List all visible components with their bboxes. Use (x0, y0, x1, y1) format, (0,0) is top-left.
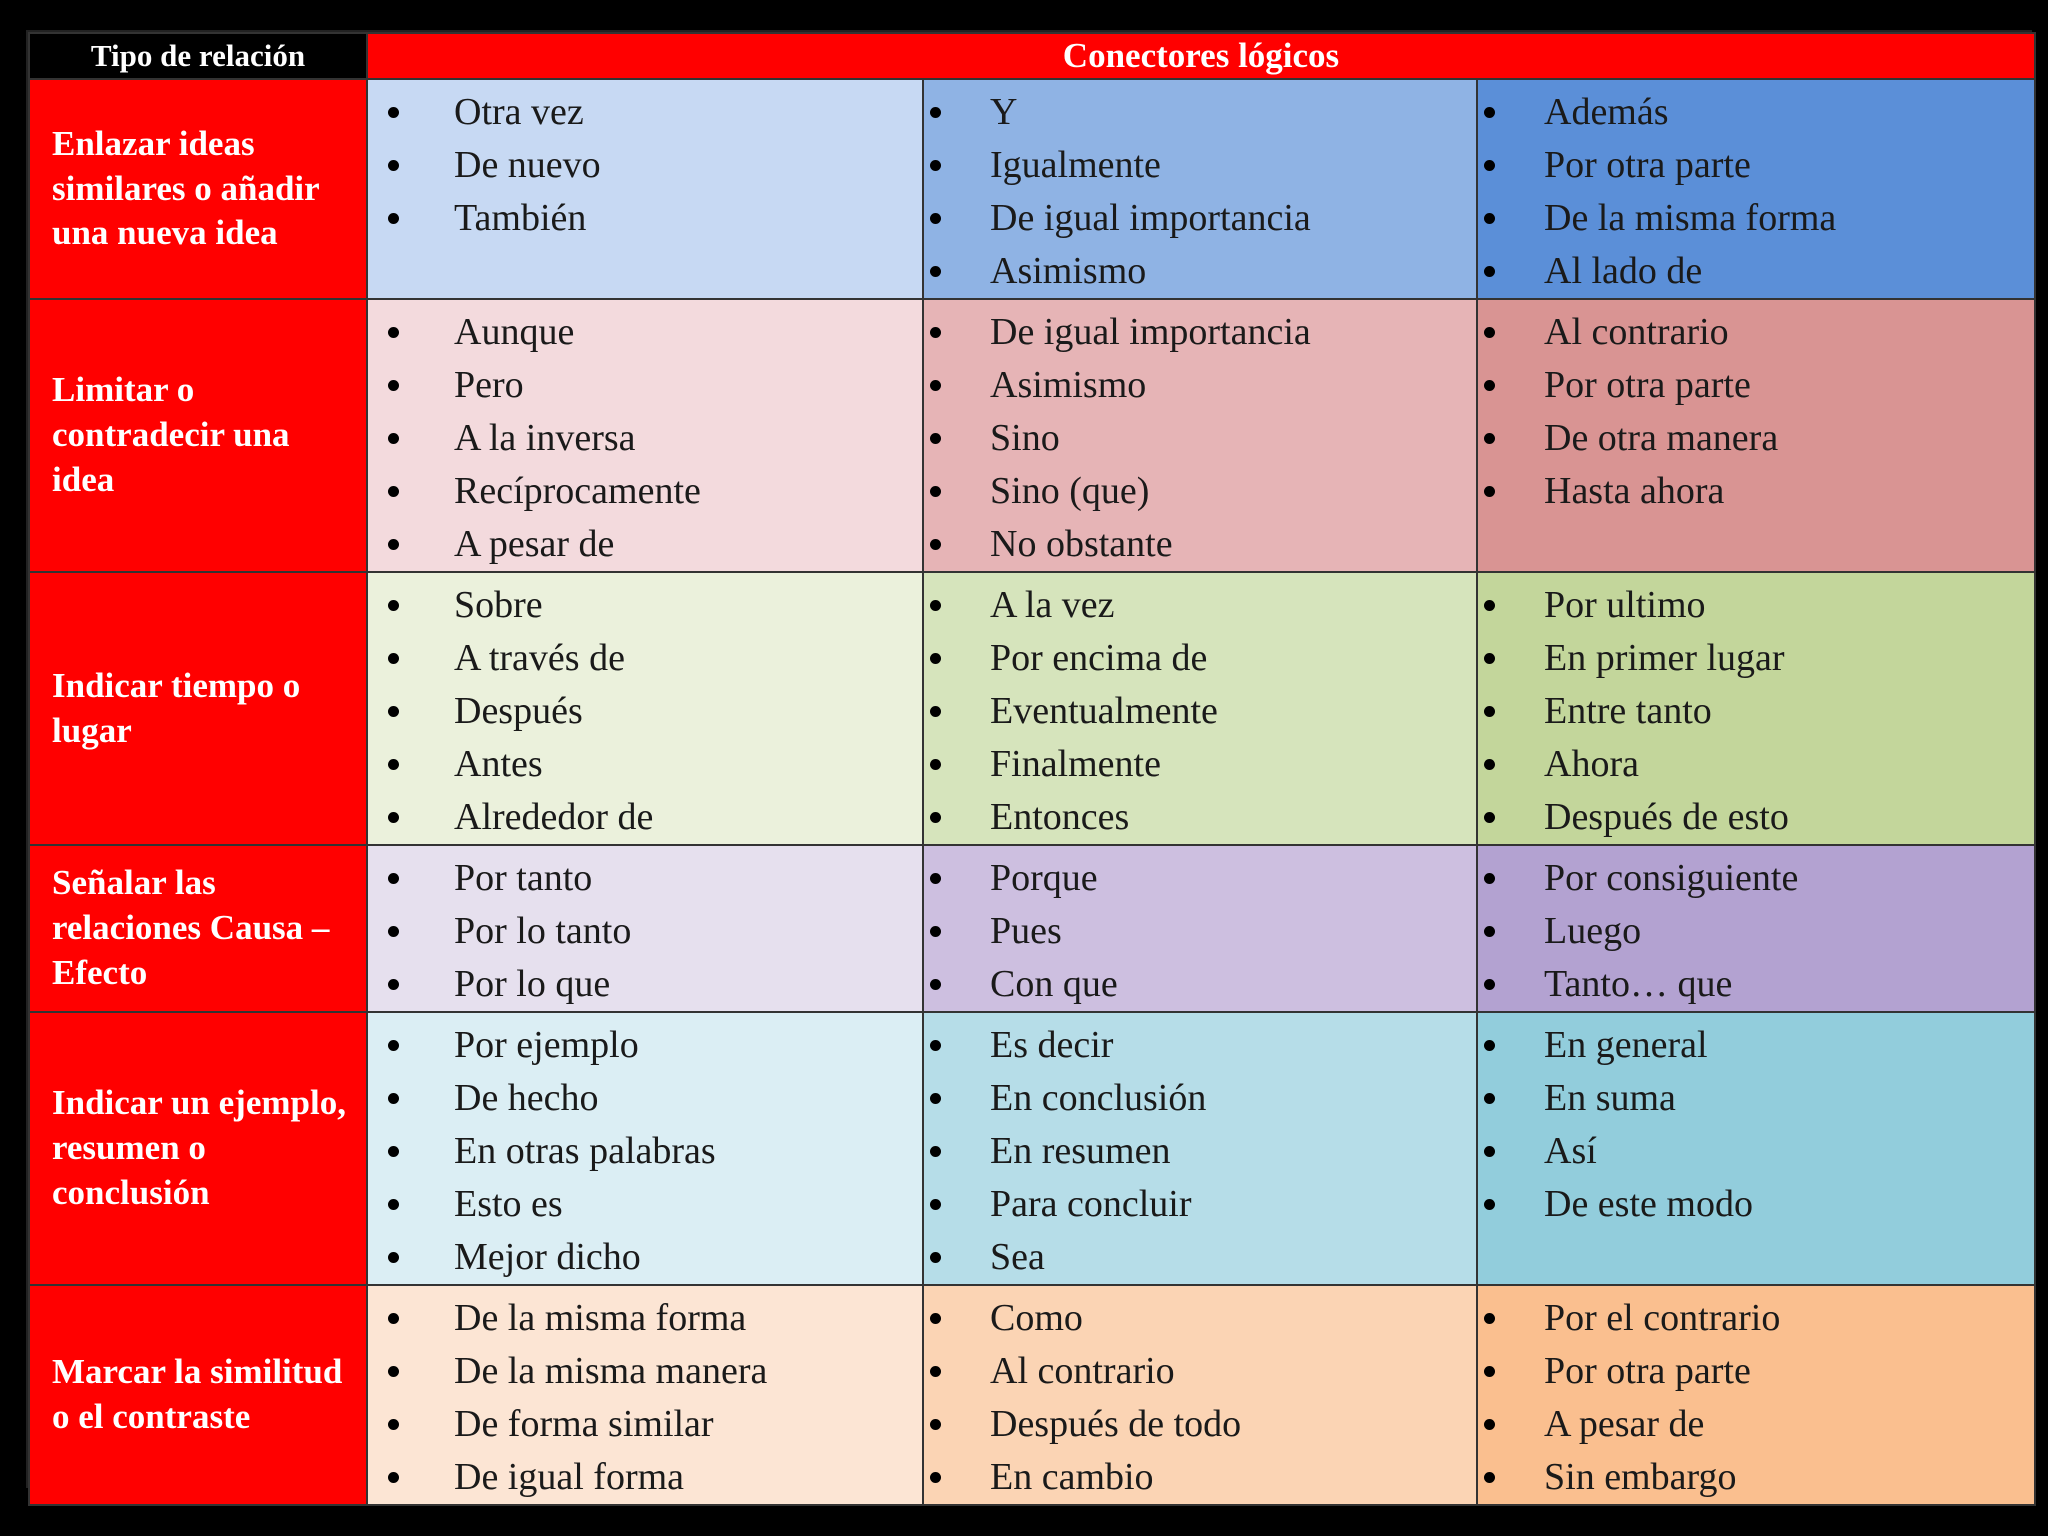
header-logical-connectors: Conectores lógicos (367, 33, 2035, 79)
connector-text: Por lo tanto (454, 910, 632, 952)
connectors-table (28, 32, 2036, 1506)
connector-column-1 (367, 845, 923, 1012)
connector-item (1478, 245, 2034, 298)
connector-list (368, 1286, 922, 1504)
connector-text: Por consiguiente (1544, 857, 1799, 899)
connector-text: Alrededor de (454, 796, 654, 838)
connector-text: Por ultimo (1544, 584, 1706, 626)
relation-label: Indicar tiempo o lugar (29, 572, 367, 845)
connector-text: No obstante (990, 523, 1173, 565)
connector-item (368, 359, 922, 412)
relation-label: Limitar o contradecir una idea (29, 299, 367, 572)
bullet-icon (1484, 327, 1495, 338)
connector-list (1478, 300, 2034, 518)
connector-column-3 (1477, 79, 2035, 299)
connector-text: De este modo (1544, 1183, 1753, 1225)
bullet-icon (930, 1419, 941, 1430)
bullet-icon (388, 539, 399, 550)
bullet-icon (1484, 1366, 1495, 1377)
connector-column-1 (367, 79, 923, 299)
connector-item (368, 791, 922, 844)
connector-text: En cambio (990, 1456, 1154, 1498)
connector-item (1478, 685, 2034, 738)
table-row (29, 572, 2035, 845)
connector-text: En primer lugar (1544, 637, 1785, 679)
connector-item (1478, 1125, 2034, 1178)
connector-item (368, 86, 922, 139)
connector-item (1478, 86, 2034, 139)
connector-list (924, 80, 1476, 298)
bullet-icon (388, 706, 399, 717)
bullet-icon (930, 1252, 941, 1263)
connector-text: Pues (990, 910, 1062, 952)
connector-column-1 (367, 1285, 923, 1505)
connector-text: Por tanto (454, 857, 593, 899)
connector-column-2 (923, 845, 1477, 1012)
connector-item (368, 738, 922, 791)
bullet-icon (388, 1313, 399, 1324)
connector-text: Pero (454, 364, 524, 406)
connector-text: Al contrario (990, 1350, 1175, 1392)
connector-text: Por ejemplo (454, 1024, 639, 1066)
connector-text: Asimismo (990, 364, 1147, 406)
connector-text: Por otra parte (1544, 364, 1751, 406)
connector-item (368, 958, 922, 1011)
table-row (29, 79, 2035, 299)
connector-text: Esto es (454, 1183, 563, 1225)
header-relation-type: Tipo de relación (29, 33, 367, 79)
bullet-icon (388, 327, 399, 338)
bullet-icon (930, 600, 941, 611)
connector-column-2 (923, 572, 1477, 845)
connector-text: Mejor dicho (454, 1236, 641, 1278)
connector-column-3 (1477, 845, 2035, 1012)
connector-item (924, 1451, 1476, 1504)
bullet-icon (1484, 812, 1495, 823)
connector-text: A la vez (990, 584, 1115, 626)
connector-item (368, 1019, 922, 1072)
connector-text: Finalmente (990, 743, 1161, 785)
connector-column-1 (367, 299, 923, 572)
bullet-icon (930, 706, 941, 717)
connector-item (368, 1292, 922, 1345)
table-row (29, 845, 2035, 1012)
connector-item (1478, 1019, 2034, 1072)
connector-item (1478, 1451, 2034, 1504)
connectors-table-sheet (26, 30, 2032, 1498)
connector-text: A pesar de (454, 523, 615, 565)
connector-text: Después (454, 690, 583, 732)
connector-item (368, 192, 922, 245)
bullet-icon (930, 1366, 941, 1377)
relation-label: Enlazar ideas similares o añadir una nueva idea (29, 79, 367, 299)
bullet-icon (388, 1199, 399, 1210)
connector-item (368, 685, 922, 738)
bullet-icon (930, 812, 941, 823)
connector-text: Además (1544, 91, 1669, 133)
connector-column-2 (923, 299, 1477, 572)
connector-item (924, 738, 1476, 791)
connector-item (924, 306, 1476, 359)
connector-text: Para concluir (990, 1183, 1192, 1225)
connector-text: Por lo que (454, 963, 611, 1005)
connector-list (924, 300, 1476, 571)
connector-item (368, 1398, 922, 1451)
bullet-icon (1484, 1146, 1495, 1157)
bullet-icon (1484, 706, 1495, 717)
bullet-icon (388, 107, 399, 118)
bullet-icon (1484, 433, 1495, 444)
connector-text: En otras palabras (454, 1130, 716, 1172)
connector-item (368, 1231, 922, 1284)
connector-item (1478, 905, 2034, 958)
connector-item (924, 905, 1476, 958)
connector-column-3 (1477, 299, 2035, 572)
connector-text: Sino (que) (990, 470, 1150, 512)
connector-item (924, 139, 1476, 192)
connector-item (1478, 852, 2034, 905)
connector-list (368, 846, 922, 1011)
bullet-icon (388, 979, 399, 990)
bullet-icon (388, 1419, 399, 1430)
bullet-icon (930, 926, 941, 937)
bullet-icon (388, 1093, 399, 1104)
connector-text: De la misma forma (1544, 197, 1837, 239)
connector-item (368, 518, 922, 571)
connector-item (1478, 306, 2034, 359)
connector-text: Así (1544, 1130, 1597, 1172)
connector-column-3 (1477, 1012, 2035, 1285)
connector-text: De igual importancia (990, 311, 1311, 353)
connector-column-3 (1477, 572, 2035, 845)
table-row (29, 1285, 2035, 1505)
bullet-icon (930, 107, 941, 118)
connector-text: De igual forma (454, 1456, 685, 1498)
bullet-icon (1484, 873, 1495, 884)
connector-text: De forma similar (454, 1403, 714, 1445)
bullet-icon (388, 653, 399, 664)
connector-item (924, 958, 1476, 1011)
connector-item (368, 306, 922, 359)
bullet-icon (930, 213, 941, 224)
connector-item (1478, 139, 2034, 192)
bullet-icon (388, 1252, 399, 1263)
connector-item (368, 579, 922, 632)
connector-text: Sobre (454, 584, 543, 626)
connector-list (1478, 846, 2034, 1011)
connector-list (1478, 1013, 2034, 1231)
bullet-icon (1484, 1199, 1495, 1210)
connector-item (924, 245, 1476, 298)
connector-item (1478, 791, 2034, 844)
bullet-icon (930, 759, 941, 770)
bullet-icon (930, 1146, 941, 1157)
connector-item (368, 1072, 922, 1125)
bullet-icon (930, 1040, 941, 1051)
connector-item (1478, 359, 2034, 412)
bullet-icon (388, 873, 399, 884)
bullet-icon (930, 486, 941, 497)
table-body (29, 79, 2035, 1505)
connector-item (924, 632, 1476, 685)
connector-item (1478, 1345, 2034, 1398)
connector-text: Por encima de (990, 637, 1208, 679)
connector-item (924, 1178, 1476, 1231)
connector-item (924, 192, 1476, 245)
connector-item (924, 791, 1476, 844)
bullet-icon (930, 380, 941, 391)
bullet-icon (930, 1313, 941, 1324)
bullet-icon (1484, 600, 1495, 611)
connector-list (924, 846, 1476, 1011)
connector-text: Recíprocamente (454, 470, 701, 512)
connector-text: Por el contrario (1544, 1297, 1781, 1339)
relation-label: Señalar las relaciones Causa – Efecto (29, 845, 367, 1012)
connector-text: Sino (990, 417, 1060, 459)
connector-text: Y (990, 91, 1018, 133)
bullet-icon (930, 539, 941, 550)
connector-text: A través de (454, 637, 625, 679)
connector-text: Después de todo (990, 1403, 1242, 1445)
connector-text: Aunque (454, 311, 575, 353)
bullet-icon (930, 979, 941, 990)
connector-item (368, 1178, 922, 1231)
connector-column-2 (923, 1285, 1477, 1505)
connector-item (924, 518, 1476, 571)
connector-text: Eventualmente (990, 690, 1218, 732)
connector-item (368, 1451, 922, 1504)
connector-item (1478, 958, 2034, 1011)
connector-list (1478, 573, 2034, 844)
bullet-icon (388, 759, 399, 770)
bullet-icon (1484, 380, 1495, 391)
connector-text: En resumen (990, 1130, 1171, 1172)
connector-item (924, 579, 1476, 632)
connector-item (1478, 412, 2034, 465)
connector-text: Por otra parte (1544, 1350, 1751, 1392)
bullet-icon (930, 653, 941, 664)
connector-column-1 (367, 1012, 923, 1285)
bullet-icon (930, 1093, 941, 1104)
bullet-icon (388, 1472, 399, 1483)
connector-text: También (454, 197, 587, 239)
connector-column-1 (367, 572, 923, 845)
connector-text: Con que (990, 963, 1118, 1005)
connector-text: A pesar de (1544, 1403, 1705, 1445)
connector-item (368, 139, 922, 192)
bullet-icon (930, 327, 941, 338)
connector-item (924, 852, 1476, 905)
connector-text: Luego (1544, 910, 1642, 952)
bullet-icon (388, 600, 399, 611)
bullet-icon (930, 873, 941, 884)
connector-text: Ahora (1544, 743, 1639, 785)
connector-text: Es decir (990, 1024, 1114, 1066)
connector-text: De la misma forma (454, 1297, 747, 1339)
connector-list (1478, 1286, 2034, 1504)
connector-text: Sin embargo (1544, 1456, 1737, 1498)
bullet-icon (930, 1199, 941, 1210)
bullet-icon (1484, 266, 1495, 277)
connector-item (1478, 579, 2034, 632)
connector-text: Al contrario (1544, 311, 1729, 353)
connector-item (924, 1019, 1476, 1072)
connector-item (924, 412, 1476, 465)
connector-text: Porque (990, 857, 1098, 899)
bullet-icon (930, 433, 941, 444)
bullet-icon (1484, 107, 1495, 118)
connector-text: Después de esto (1544, 796, 1789, 838)
connector-item (368, 1125, 922, 1178)
connector-text: Hasta ahora (1544, 470, 1725, 512)
bullet-icon (930, 160, 941, 171)
connector-item (924, 86, 1476, 139)
table-row (29, 299, 2035, 572)
connector-text: Como (990, 1297, 1083, 1339)
connector-text: Otra vez (454, 91, 584, 133)
bullet-icon (1484, 1040, 1495, 1051)
connector-item (1478, 738, 2034, 791)
bullet-icon (388, 160, 399, 171)
connector-text: Asimismo (990, 250, 1147, 292)
connector-text: En general (1544, 1024, 1708, 1066)
connector-list (368, 80, 922, 245)
connector-item (1478, 1178, 2034, 1231)
connector-list (1478, 80, 2034, 298)
connector-text: Por otra parte (1544, 144, 1751, 186)
bullet-icon (930, 266, 941, 277)
connector-item (368, 465, 922, 518)
bullet-icon (1484, 1419, 1495, 1430)
connector-item (1478, 632, 2034, 685)
connector-item (368, 412, 922, 465)
bullet-icon (1484, 1093, 1495, 1104)
bullet-icon (1484, 213, 1495, 224)
connector-item (924, 1292, 1476, 1345)
connector-item (924, 1125, 1476, 1178)
connector-column-3 (1477, 1285, 2035, 1505)
connector-item (1478, 1072, 2034, 1125)
connector-list (924, 573, 1476, 844)
bullet-icon (1484, 1313, 1495, 1324)
connector-text: De hecho (454, 1077, 599, 1119)
connector-text: De otra manera (1544, 417, 1779, 459)
bullet-icon (388, 486, 399, 497)
connector-item (924, 685, 1476, 738)
connector-list (368, 300, 922, 571)
connector-item (924, 465, 1476, 518)
connector-text: Antes (454, 743, 543, 785)
bullet-icon (388, 812, 399, 823)
connector-text: Entre tanto (1544, 690, 1712, 732)
connector-list (924, 1286, 1476, 1504)
connector-item (924, 359, 1476, 412)
connector-text: En suma (1544, 1077, 1676, 1119)
connector-text: A la inversa (454, 417, 636, 459)
connector-item (1478, 192, 2034, 245)
connector-text: Sea (990, 1236, 1045, 1278)
bullet-icon (1484, 160, 1495, 171)
bullet-icon (1484, 926, 1495, 937)
connector-item (368, 852, 922, 905)
bullet-icon (388, 1040, 399, 1051)
table-row (29, 1012, 2035, 1285)
connector-item (924, 1231, 1476, 1284)
connector-item (924, 1072, 1476, 1125)
connector-item (1478, 1292, 2034, 1345)
connector-item (924, 1345, 1476, 1398)
bullet-icon (1484, 653, 1495, 664)
bullet-icon (930, 1472, 941, 1483)
connector-text: Igualmente (990, 144, 1161, 186)
bullet-icon (388, 433, 399, 444)
bullet-icon (388, 1146, 399, 1157)
connector-item (924, 1398, 1476, 1451)
bullet-icon (1484, 1472, 1495, 1483)
bullet-icon (1484, 979, 1495, 990)
connector-item (1478, 465, 2034, 518)
relation-label: Marcar la similitud o el contraste (29, 1285, 367, 1505)
connector-column-2 (923, 1012, 1477, 1285)
connector-text: Al lado de (1544, 250, 1703, 292)
connector-column-2 (923, 79, 1477, 299)
bullet-icon (388, 1366, 399, 1377)
connector-text: De la misma manera (454, 1350, 768, 1392)
connector-text: De nuevo (454, 144, 601, 186)
bullet-icon (1484, 759, 1495, 770)
relation-label: Indicar un ejemplo, resumen o conclusión (29, 1012, 367, 1285)
connector-text: Tanto… que (1544, 963, 1733, 1005)
connector-text: Entonces (990, 796, 1130, 838)
bullet-icon (1484, 486, 1495, 497)
connector-list (924, 1013, 1476, 1284)
connector-item (368, 632, 922, 685)
connector-text: En conclusión (990, 1077, 1207, 1119)
connector-item (1478, 1398, 2034, 1451)
connector-list (368, 1013, 922, 1284)
bullet-icon (388, 926, 399, 937)
bullet-icon (388, 213, 399, 224)
connector-text: De igual importancia (990, 197, 1311, 239)
connector-item (368, 905, 922, 958)
connector-item (368, 1345, 922, 1398)
bullet-icon (388, 380, 399, 391)
connector-list (368, 573, 922, 844)
